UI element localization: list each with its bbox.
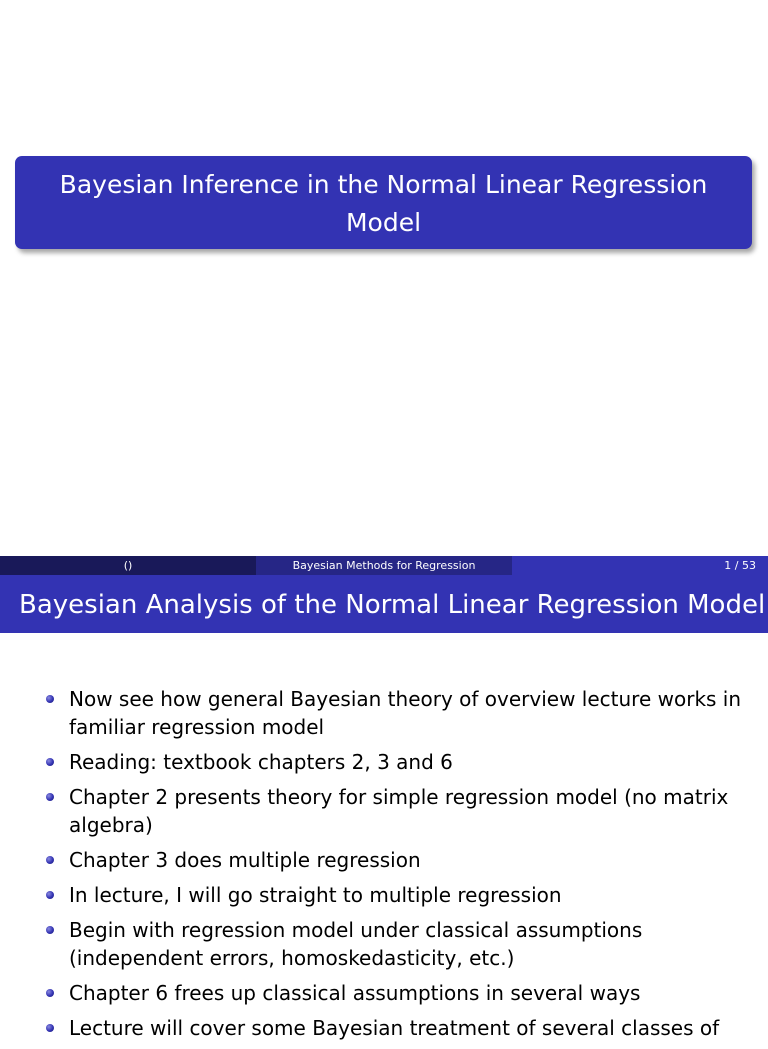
- bullet-text: In lecture, I will go straight to multiple regression: [69, 883, 562, 907]
- bullet-icon: [46, 793, 54, 801]
- page-number: 1 / 53: [724, 559, 756, 572]
- bullet-item: [0, 846, 768, 874]
- bullet-list: [0, 685, 768, 1049]
- title-box: [15, 156, 752, 249]
- bullet-item: [0, 916, 768, 972]
- bullet-text: Lecture will cover some Bayesian treatment of several classes of: [69, 1016, 720, 1040]
- bullet-icon: [46, 891, 54, 899]
- bullet-icon: [46, 856, 54, 864]
- bullet-text: Chapter 3 does multiple regression: [69, 848, 421, 872]
- bullet-item: [0, 748, 768, 776]
- footer-author: (): [0, 556, 256, 575]
- bullet-icon: [46, 1024, 54, 1032]
- bullet-item: [0, 881, 768, 909]
- bullet-text: Now see how general Bayesian theory of overview lecture works in familiar regression model: [69, 687, 742, 739]
- bullet-icon: [46, 926, 54, 934]
- bullet-text: Reading: textbook chapters 2, 3 and 6: [69, 750, 453, 774]
- bullet-item: [0, 979, 768, 1007]
- bullet-text: Chapter 2 presents theory for simple regression model (no matrix algebra): [69, 785, 729, 837]
- bullet-item: [0, 685, 768, 741]
- frame-title: Bayesian Analysis of the Normal Linear Regression Model: [19, 590, 766, 620]
- bullet-item: [0, 783, 768, 839]
- footer-page-number: [512, 556, 768, 575]
- frame-title-bar: [0, 575, 768, 633]
- bullet-icon: [46, 989, 54, 997]
- footer-short-title: Bayesian Methods for Regression: [256, 556, 512, 575]
- bullet-item: [0, 1014, 768, 1042]
- bullet-icon: [46, 758, 54, 766]
- bullet-text: Begin with regression model under classical assumptions (independent errors, homoskedasticity, etc.): [69, 918, 643, 970]
- slide-footer: [0, 556, 768, 575]
- bullet-text: Chapter 6 frees up classical assumptions in several ways: [69, 981, 641, 1005]
- presentation-title: Bayesian Inference in the Normal Linear Regression Model: [59, 169, 708, 237]
- bullet-icon: [46, 695, 54, 703]
